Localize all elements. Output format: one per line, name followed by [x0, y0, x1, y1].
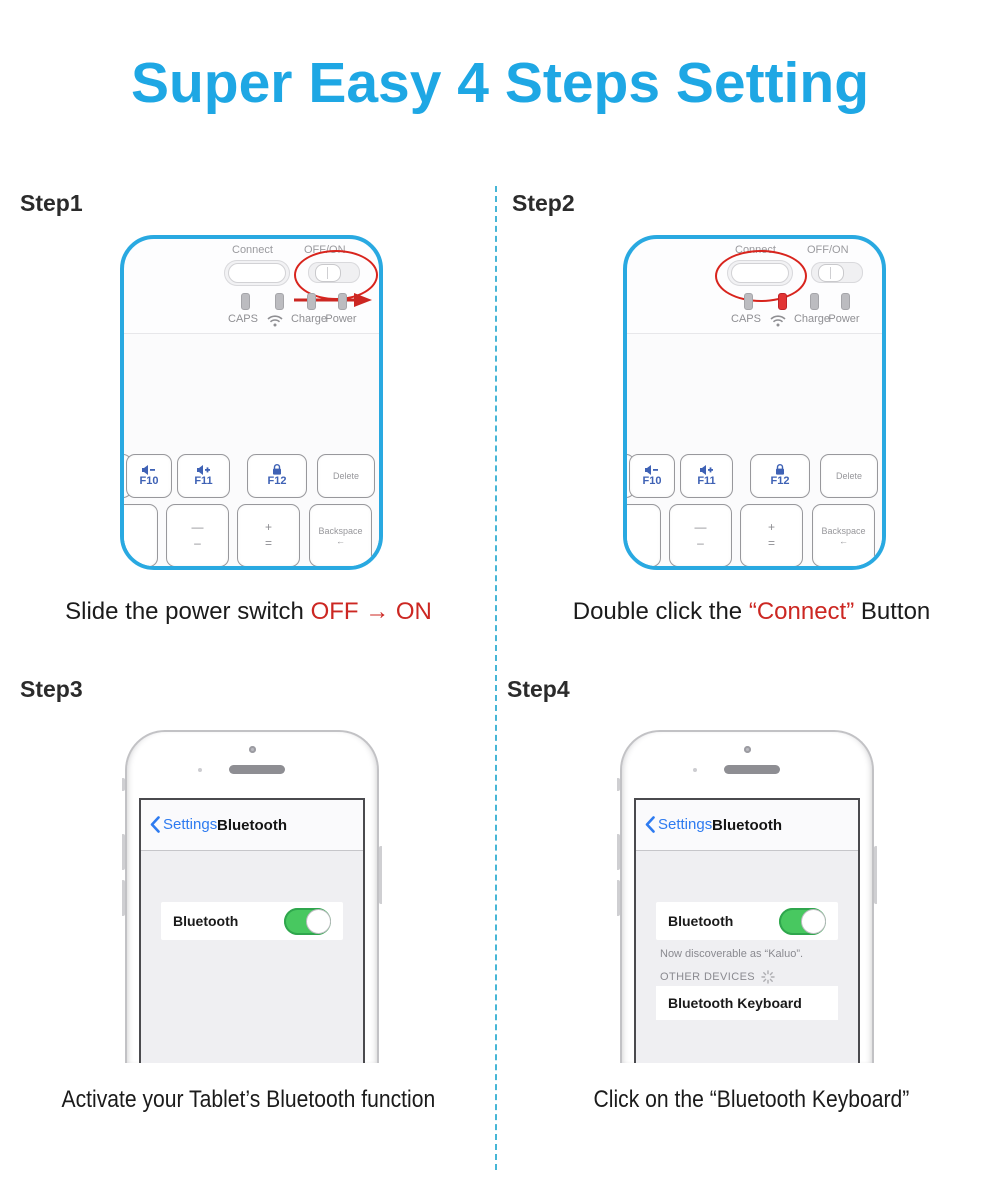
- key-symbol: —: [694, 519, 707, 534]
- key-backspace[interactable]: [309, 504, 372, 567]
- key-symbol: +: [767, 519, 775, 534]
- caption-text: Slide the power switch: [65, 598, 311, 625]
- key-label: Delete: [332, 471, 359, 481]
- power-button[interactable]: [874, 846, 877, 904]
- key-f11[interactable]: [680, 454, 733, 498]
- key-partial[interactable]: [623, 504, 661, 567]
- step2-heading: Step2: [512, 190, 575, 216]
- settings-navbar: [636, 800, 858, 851]
- key-label: F11: [697, 474, 716, 487]
- key-symbol: +: [264, 519, 272, 534]
- key-partial[interactable]: [120, 504, 158, 567]
- key-symbol: –: [697, 535, 704, 550]
- tablet-illustration-step3: [122, 730, 382, 1063]
- back-label: Settings: [658, 816, 713, 833]
- charge-led-label: Charge: [793, 313, 831, 325]
- sensor-dot: [693, 768, 697, 772]
- toggle-knob: [306, 909, 331, 934]
- step3-caption: [0, 1086, 497, 1114]
- caps-led-label: CAPS: [228, 313, 258, 325]
- other-devices-label: OTHER DEVICES: [660, 971, 756, 983]
- key-f12[interactable]: [247, 454, 307, 498]
- bluetooth-label: Bluetooth: [668, 913, 734, 929]
- keyboard-deck: [627, 333, 882, 566]
- lock-icon: [272, 464, 282, 475]
- caps-led: [241, 293, 250, 310]
- key-label: Backspace: [821, 525, 866, 536]
- offon-label: OFF/ON: [304, 244, 346, 256]
- sensor-dot: [198, 768, 202, 772]
- power-led-label: Power: [828, 313, 860, 325]
- bluetooth-toggle-row[interactable]: [161, 902, 343, 940]
- phone-screen: [139, 798, 365, 1063]
- charge-led-label: Charge: [290, 313, 328, 325]
- volume-down-icon: [142, 465, 156, 475]
- offon-label: OFF/ON: [807, 244, 849, 256]
- back-label: Settings: [163, 816, 218, 833]
- volume-up-icon: [197, 465, 211, 475]
- bluetooth-toggle-row[interactable]: [656, 902, 838, 940]
- key-label: Delete: [835, 471, 862, 481]
- earpiece-speaker: [229, 765, 285, 774]
- nav-title: Bluetooth: [217, 817, 287, 834]
- key-label: F12: [770, 475, 790, 488]
- earpiece-speaker: [724, 765, 780, 774]
- step2-caption: [503, 598, 1000, 626]
- step4-heading: Step4: [507, 676, 570, 702]
- other-devices-header: [660, 970, 775, 984]
- phone-screen: [634, 798, 860, 1063]
- caption-text: Click on the “Bluetooth Keyboard”: [593, 1086, 910, 1113]
- phone-body: [620, 730, 874, 1063]
- connect-label: Connect: [232, 244, 273, 256]
- bluetooth-label: Bluetooth: [173, 913, 239, 929]
- key-f12[interactable]: [750, 454, 810, 498]
- charge-led: [307, 293, 316, 310]
- device-name: Bluetooth Keyboard: [668, 995, 802, 1011]
- key-label: F11: [194, 474, 213, 487]
- key-label: F10: [642, 474, 662, 487]
- key-symbol: –: [194, 535, 201, 550]
- wifi-led: [275, 293, 284, 310]
- slide-direction-arrow: [292, 291, 374, 309]
- power-led: [338, 293, 347, 310]
- caps-led: [744, 293, 753, 310]
- charge-led: [810, 293, 819, 310]
- settings-navbar: [141, 800, 363, 851]
- bluetooth-toggle[interactable]: [779, 908, 826, 935]
- caption-highlight: “Connect”: [748, 598, 855, 625]
- camera-icon: [744, 746, 751, 753]
- power-button[interactable]: [379, 846, 382, 904]
- highlight-circle: [715, 250, 807, 302]
- power-led-label: Power: [325, 313, 357, 325]
- step1-caption: [0, 598, 497, 626]
- camera-icon: [249, 746, 256, 753]
- volume-up-icon: [700, 465, 714, 475]
- key-plus[interactable]: [740, 504, 803, 567]
- key-delete[interactable]: [820, 454, 878, 498]
- bluetooth-keyboard-row[interactable]: [656, 986, 838, 1020]
- page-title: Super Easy 4 Steps Setting: [130, 51, 870, 115]
- power-switch[interactable]: [811, 262, 863, 283]
- dashed-divider: [495, 186, 497, 1170]
- wifi-icon: [267, 315, 283, 327]
- key-dash[interactable]: [669, 504, 732, 567]
- keyboard-deck: [124, 333, 379, 566]
- key-backspace[interactable]: [812, 504, 875, 567]
- key-plus[interactable]: [237, 504, 300, 567]
- caps-led-label: CAPS: [731, 313, 761, 325]
- lock-icon: [775, 464, 785, 475]
- power-led: [841, 293, 850, 310]
- phone-body: [125, 730, 379, 1063]
- key-label: Backspace: [318, 525, 363, 536]
- caption-highlight: OFF → ON: [310, 598, 432, 625]
- caption-text: Activate your Tablet’s Bluetooth function: [61, 1086, 436, 1113]
- backspace-arrow-icon: ←: [839, 535, 848, 546]
- key-label: F10: [139, 474, 159, 487]
- wifi-led-red: [778, 293, 787, 310]
- key-label: F12: [267, 475, 287, 488]
- bluetooth-toggle[interactable]: [284, 908, 331, 935]
- backspace-arrow-icon: ←: [336, 535, 345, 546]
- power-switch-knob[interactable]: [818, 264, 844, 282]
- key-f10[interactable]: [629, 454, 675, 498]
- tablet-illustration-step4: [617, 730, 877, 1063]
- connect-button[interactable]: [224, 260, 290, 286]
- step4-caption: [503, 1086, 1000, 1114]
- caption-text: Double click the: [572, 598, 749, 625]
- keyboard-illustration-step1: [120, 235, 383, 570]
- key-symbol: =: [264, 535, 272, 550]
- discoverable-status: Now discoverable as “Kaluo”.: [660, 948, 804, 960]
- wifi-icon: [770, 315, 786, 327]
- key-symbol: —: [191, 519, 204, 534]
- connect-button-face: [228, 263, 286, 283]
- key-f10[interactable]: [126, 454, 172, 498]
- keyboard-illustration-step2: [623, 235, 886, 570]
- key-delete[interactable]: [317, 454, 375, 498]
- key-dash[interactable]: [166, 504, 229, 567]
- key-f11[interactable]: [177, 454, 230, 498]
- step3-heading: Step3: [20, 676, 83, 702]
- toggle-knob: [801, 909, 826, 934]
- spinner-icon: [761, 970, 775, 984]
- connect-label: Connect: [735, 244, 776, 256]
- key-symbol: =: [767, 535, 775, 550]
- step1-heading: Step1: [20, 190, 83, 216]
- volume-down-icon: [645, 465, 659, 475]
- caption-text: Button: [854, 598, 931, 625]
- nav-title: Bluetooth: [712, 817, 782, 834]
